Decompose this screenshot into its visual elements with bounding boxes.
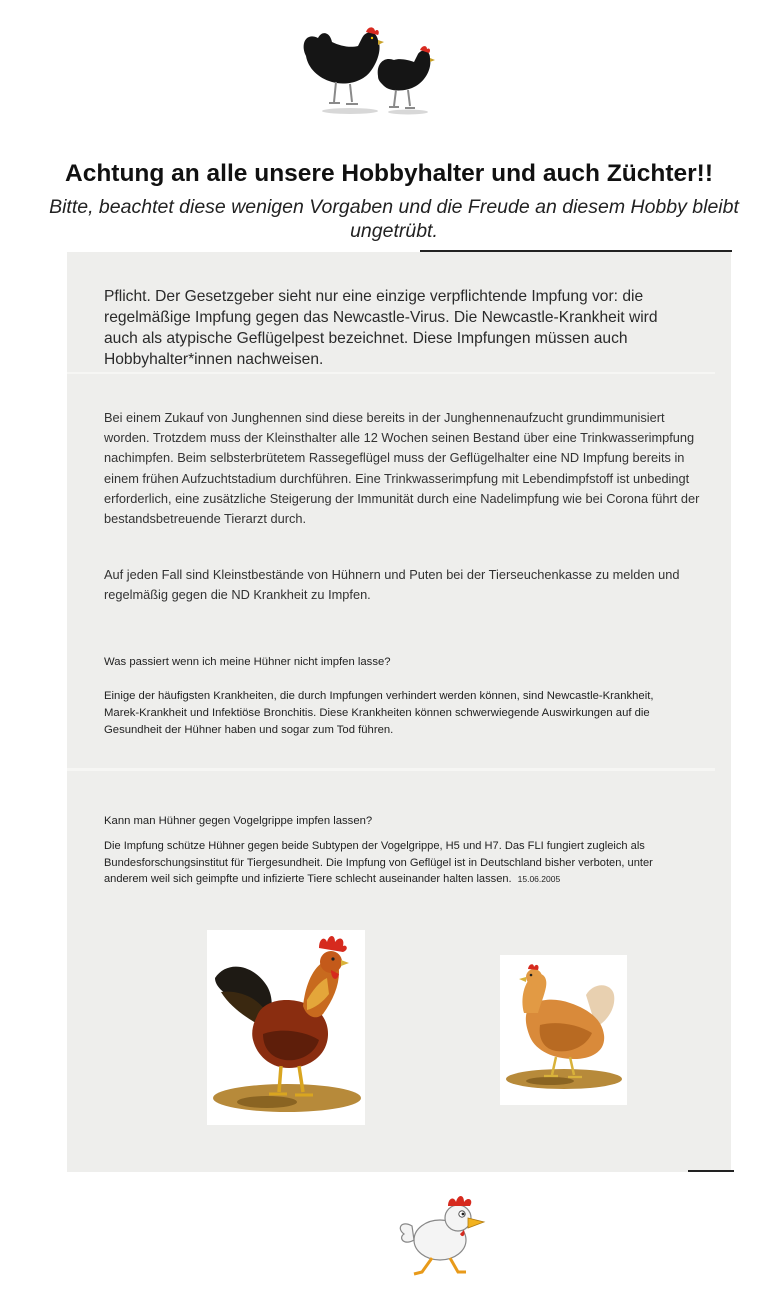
faq-answer: Einige der häufigsten Krankheiten, die durch Impfungen verhindert werden können, sind Newcastle-Krankheit, Marek-Krankheit und Infektiöse Bronchitis. Diese Krankheiten können schwerwiegende Auswirkungen auf die Gesundheit der Hühner haben und sogar zum Tod führen. <box>104 690 654 736</box>
paragraph-melden: Auf jeden Fall sind Kleinstbestände von Hühnern und Puten bei der Tierseuchenkasse zu melden und regelmäßig gegen die ND Krankheit zu Impfen. <box>104 567 680 603</box>
faq-question: Kann man Hühner gegen Vogelgrippe impfen lassen? <box>104 815 373 827</box>
black-hens-icon <box>296 18 441 118</box>
hen-image <box>500 955 627 1105</box>
paragraph-zukauf: Bei einem Zukauf von Junghennen sind diese bereits in der Junghennenaufzucht grundimmunisiert worden. Trotzdem muss der Kleinsthalter alle 12 Wochen seinen Bestand über eine Trinkwasserimpfung nachimpfen. Beim selbsterbrütetem Rassegeflügel muss der Geflügelhalter eine ND Impfung bereits in einem frühen Aufzuchtstadium durchführen. Eine Trinkwasserimpfung mit Lebendimpfstoff ist unbedingt erforderlich, eine zusätzliche Steigerung der Immunität durch eine Nadelimpfung wie bei Corona führt der bestandsbetreuende Tierarzt durch. <box>104 410 700 527</box>
faq-question: Was passiert wenn ich meine Hühner nicht impfen lasse? <box>104 656 391 668</box>
bottom-divider <box>688 1170 734 1172</box>
rooster-icon <box>207 930 365 1125</box>
hen-icon <box>500 955 627 1105</box>
panel-band <box>67 372 715 374</box>
faq-date: 15.06.2005 <box>517 874 561 884</box>
rooster-image <box>207 930 365 1125</box>
paragraph-pflicht: Pflicht. Der Gesetzgeber sieht nur eine einzige verpflichtende Impfung vor: die regelmäßige Impfung gegen das Newcastle-Virus. Die Newcastle-Krankheit wird auch als atypische Geflügelpest bezeichnet. Diese Impfungen müssen auch Hobbyhalter*innen nachweisen. <box>104 288 658 368</box>
faq-answer-block <box>104 838 664 888</box>
running-chicken-icon <box>392 1190 492 1280</box>
page-title: Achtung an alle unsere Hobbyhalter und auch Züchter!! <box>65 160 713 187</box>
faq-answer: Die Impfung schütze Hühner gegen beide Subtypen der Vogelgrippe, H5 und H7. Das FLI fungiert zugleich als Bundesforschungsinstitut für Tiergesundheit. Die Impfung von Geflügel ist in Deutschland bisher verboten, unter anderem weil sich geimpfte und infizierte Tiere schlecht auseinander halten lassen. <box>104 840 653 885</box>
panel-band <box>67 768 715 771</box>
page-subtitle: Bitte, beachtet diese wenigen Vorgaben und die Freude an diesem Hobby bleibt ungetrübt. <box>49 196 739 242</box>
